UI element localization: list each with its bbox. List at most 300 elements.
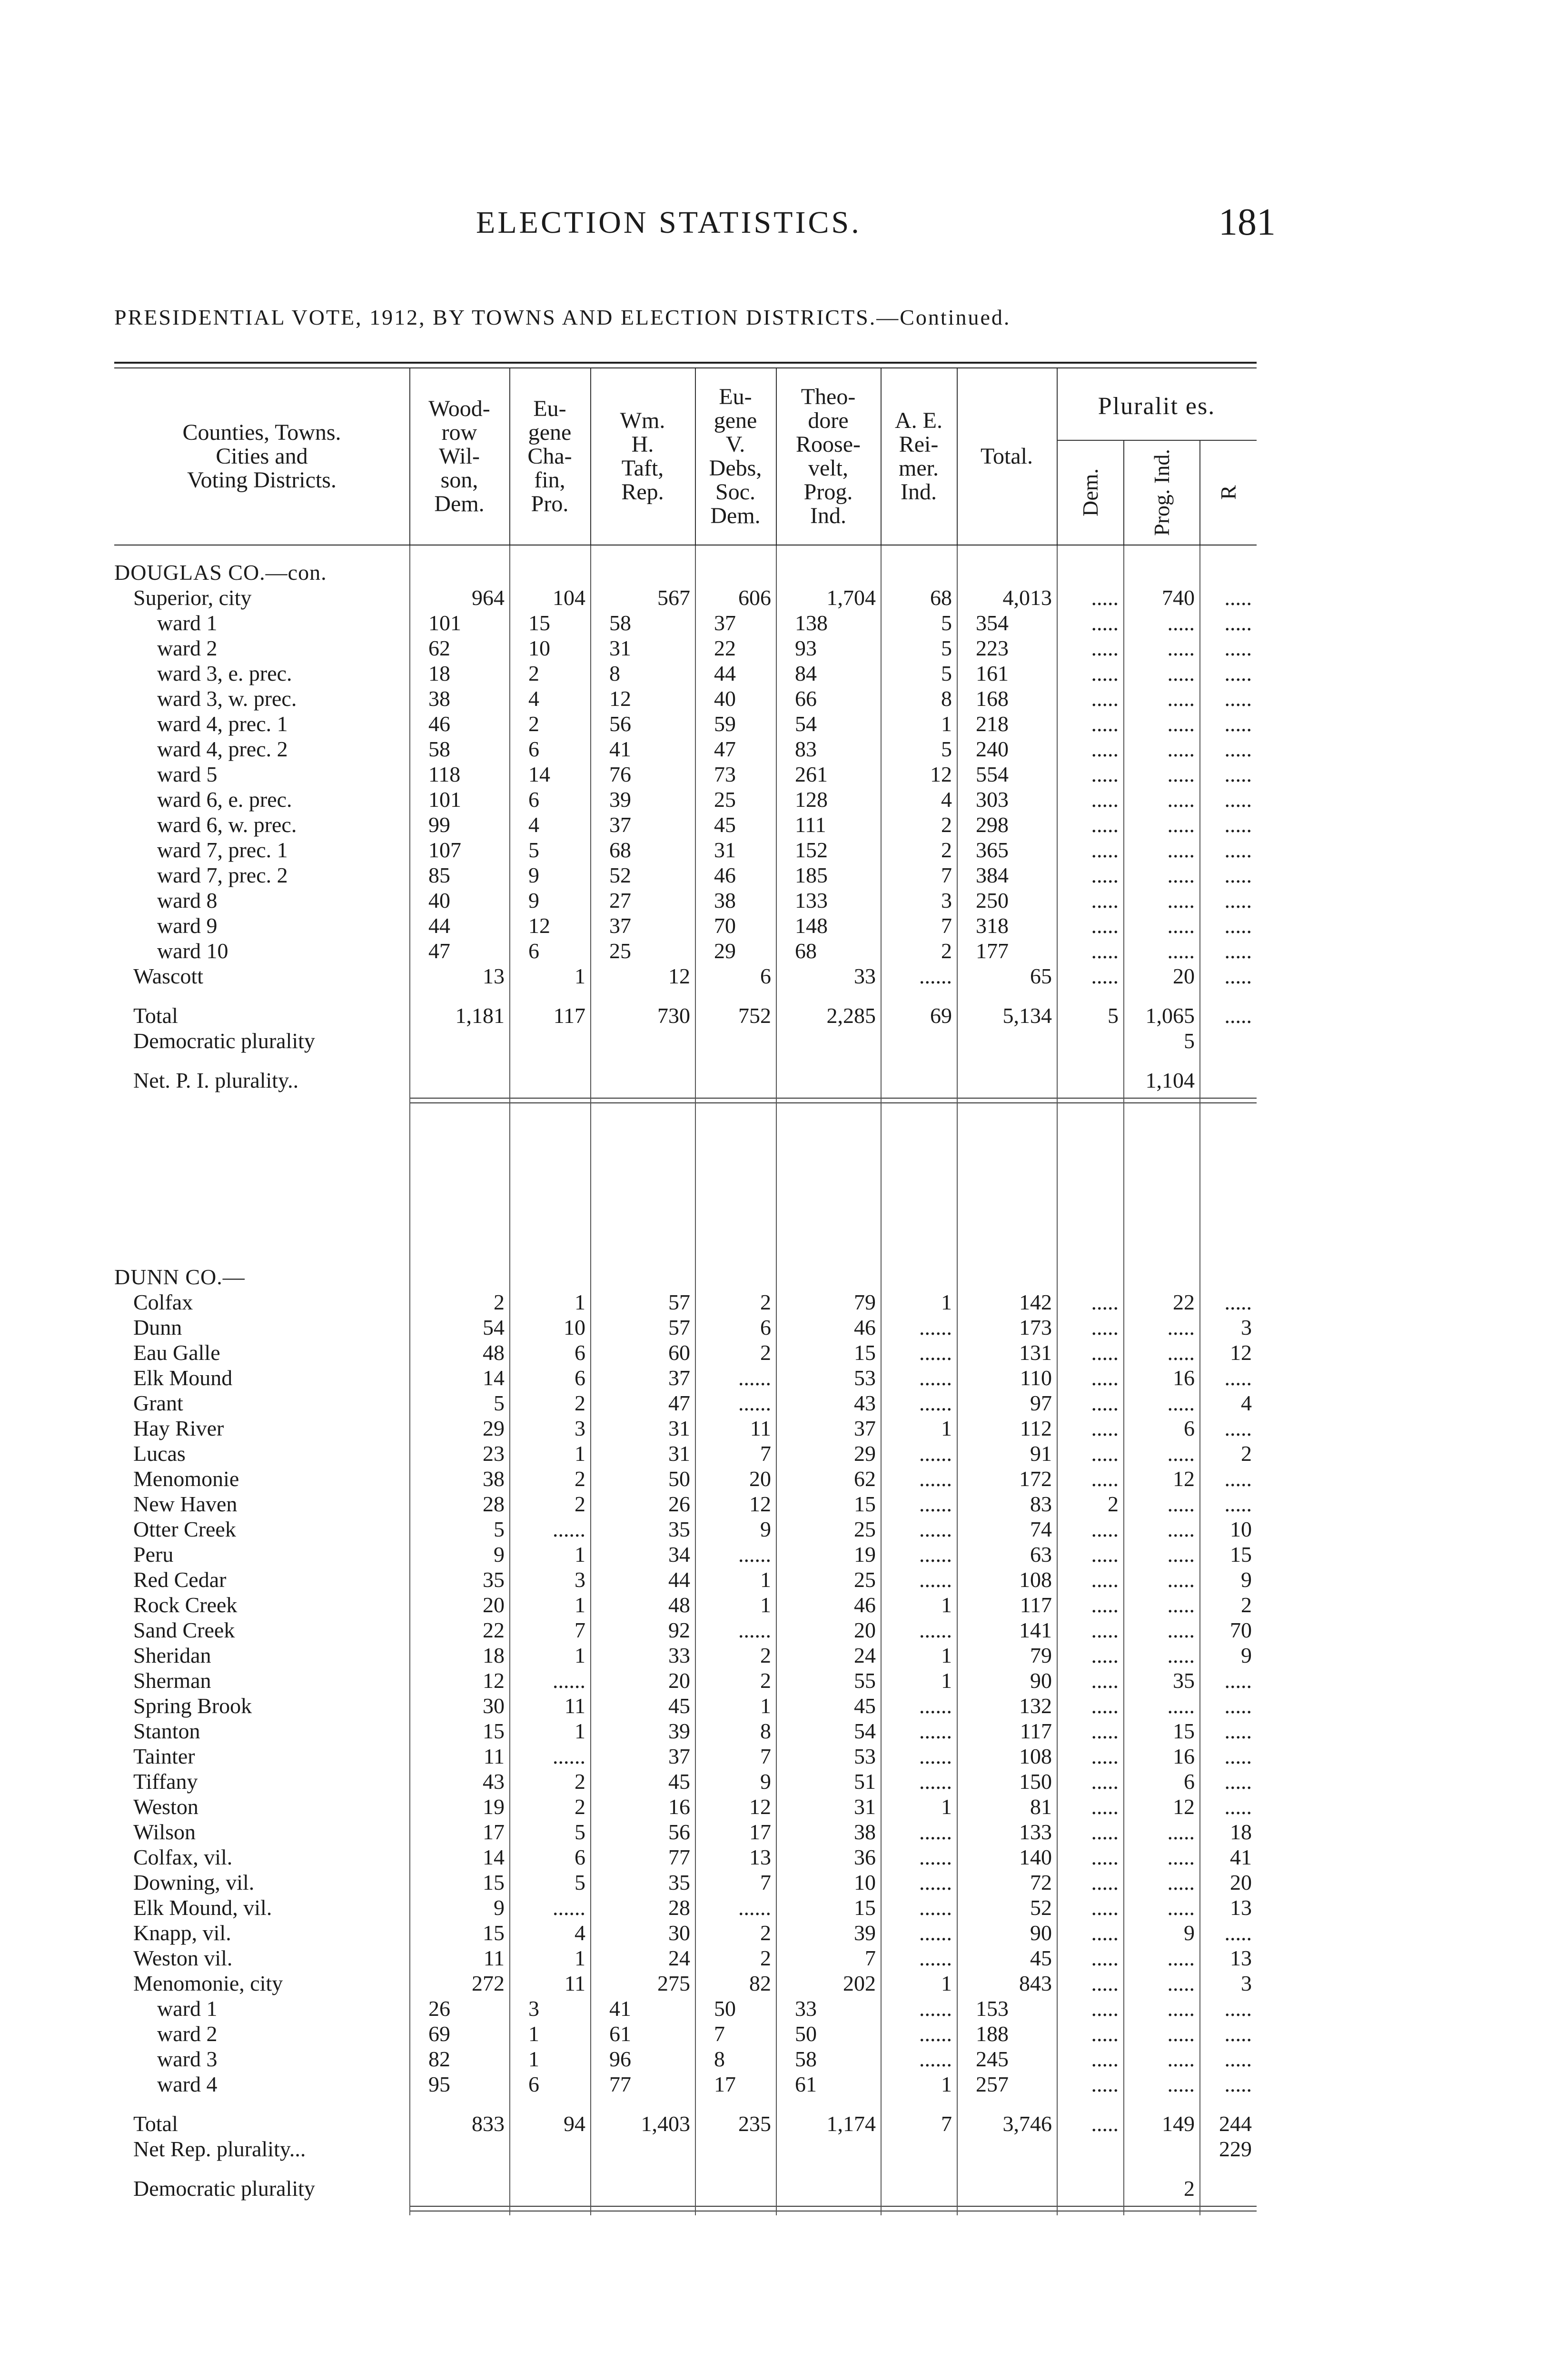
cell-debs: 2: [760, 1643, 771, 1667]
cell-dem: .....: [1091, 585, 1119, 610]
cell-wilson: 2: [494, 1290, 505, 1314]
cell-wilson: 12: [483, 1668, 505, 1693]
cell-rep: 3: [1241, 1971, 1252, 1995]
cell-chafin: 10: [564, 1315, 585, 1339]
cell-wilson: 29: [483, 1416, 505, 1440]
cell-roosevelt: 152: [795, 838, 828, 862]
table-row: [114, 2072, 1257, 2097]
cell-reimer: 1: [941, 1643, 952, 1667]
cell-prog: .....: [1167, 2047, 1195, 2071]
double-rule: [409, 2206, 1257, 2211]
cell-dem: .....: [1091, 1315, 1119, 1339]
cell-debs: 47: [714, 737, 736, 761]
cell-taft: 37: [609, 813, 631, 837]
cell-reimer: ......: [919, 1820, 952, 1844]
cell-roosevelt: 53: [854, 1744, 876, 1768]
cell-reimer: 8: [941, 686, 952, 711]
cell-prog: .....: [1167, 1441, 1195, 1466]
cell-reimer: ......: [919, 2047, 952, 2071]
cell-dem: 2: [1108, 1492, 1119, 1516]
cell-dem: .....: [1091, 661, 1119, 685]
cell-dem: 5: [1108, 1003, 1119, 1028]
cell-wilson: 5: [494, 1391, 505, 1415]
cell-chafin: 117: [553, 1003, 585, 1028]
cell-reimer: ......: [919, 1567, 952, 1592]
cell-prog: .....: [1167, 686, 1195, 711]
cell-prog: 9: [1184, 1921, 1195, 1945]
cell-roosevelt: 1,174: [826, 2112, 876, 2136]
cell-rep: 12: [1230, 1340, 1252, 1365]
cell-wilson: 15: [483, 1921, 505, 1945]
cell-debs: 606: [738, 585, 771, 610]
col-header-pl-prog: Prog. Ind.: [1123, 440, 1200, 545]
cell-reimer: 1: [941, 1795, 952, 1819]
col-header-wilson: Wood- row Wil- son, Dem.: [409, 368, 510, 545]
table-row: [114, 686, 1257, 711]
row-label: ward 10: [157, 939, 228, 963]
row-label: Net. P. I. plurality..: [133, 1068, 299, 1092]
cell-wilson: 18: [428, 661, 450, 685]
cell-chafin: 4: [528, 813, 539, 837]
douglas-total-row: [114, 1003, 1257, 1028]
cell-total: 131: [1019, 1340, 1052, 1365]
table-top-rule: [114, 362, 1257, 364]
cell-dem: .....: [1091, 1290, 1119, 1314]
cell-reimer: ......: [919, 1618, 952, 1642]
cell-wilson: 118: [428, 762, 461, 786]
cell-wilson: 272: [472, 1971, 505, 1995]
table-row: [114, 1491, 1257, 1517]
row-label: Grant: [133, 1391, 183, 1415]
cell-wilson: 11: [483, 1744, 505, 1768]
cell-reimer: ......: [919, 1315, 952, 1339]
cell-wilson: 9: [494, 1895, 505, 1920]
cell-wilson: 85: [428, 863, 450, 887]
cell-taft: 30: [668, 1921, 690, 1945]
row-label: ward 9: [157, 913, 218, 938]
table-row: [114, 1441, 1257, 1466]
cell-total: 74: [1030, 1517, 1052, 1541]
douglas-county-title: DOUGLAS CO.—con.: [114, 560, 327, 585]
cell-total: 3,746: [1002, 2112, 1052, 2136]
cell-debs: ......: [738, 1618, 771, 1642]
cell-dem: .....: [1091, 1643, 1119, 1667]
douglas-net-plurality-row: [114, 1068, 1257, 1093]
table-row: [114, 1920, 1257, 1945]
table-row: [114, 1945, 1257, 1971]
cell-prog: .....: [1167, 712, 1195, 736]
cell-roosevelt: 45: [854, 1694, 876, 1718]
table-row: [114, 1643, 1257, 1668]
cell-prog: .....: [1167, 1971, 1195, 1995]
cell-total: 177: [976, 939, 1009, 963]
cell-roosevelt: 10: [854, 1870, 876, 1894]
cell-dem: .....: [1091, 1467, 1119, 1491]
cell-debs: 2: [760, 1921, 771, 1945]
row-label: Tiffany: [133, 1769, 198, 1794]
dunn-dem-plurality-row: [114, 2176, 1257, 2201]
cell-debs: 82: [749, 1971, 771, 1995]
cell-taft: 45: [668, 1769, 690, 1794]
cell-rep: .....: [1224, 1795, 1252, 1819]
cell-roosevelt: 133: [795, 888, 828, 912]
table-row: [114, 1895, 1257, 1920]
cell-total: 133: [1019, 1820, 1052, 1844]
cell-debs: 1: [760, 1694, 771, 1718]
cell-chafin: 5: [528, 838, 539, 862]
cell-prog: .....: [1167, 1618, 1195, 1642]
table-row: [114, 787, 1257, 812]
cell-taft: 96: [609, 2047, 631, 2071]
cell-taft: 35: [668, 1517, 690, 1541]
cell-rep: .....: [1224, 1366, 1252, 1390]
cell-roosevelt: 33: [795, 1996, 817, 2021]
page-header: [114, 201, 1276, 257]
cell-debs: 9: [760, 1517, 771, 1541]
table-row: [114, 1466, 1257, 1491]
cell-dem: .....: [1091, 611, 1119, 635]
cell-taft: 25: [609, 939, 631, 963]
cell-roosevelt: 128: [795, 787, 828, 812]
cell-roosevelt: 38: [854, 1820, 876, 1844]
col-header-chafin: Eu- gene Cha- fin, Pro.: [509, 368, 591, 545]
table-row: [114, 1996, 1257, 2021]
cell-roosevelt: 25: [854, 1567, 876, 1592]
cell-rep: 4: [1241, 1391, 1252, 1415]
cell-reimer: 1: [941, 712, 952, 736]
table-row: [114, 863, 1257, 888]
cell-dem: .....: [1091, 1845, 1119, 1869]
cell-taft: 56: [668, 1820, 690, 1844]
table-row: [114, 888, 1257, 913]
cell-rep: 70: [1230, 1618, 1252, 1642]
cell-rep: 15: [1230, 1542, 1252, 1567]
table-row: [114, 1416, 1257, 1441]
cell-debs: 20: [749, 1467, 771, 1491]
table-row: [114, 1567, 1257, 1592]
row-label: Democratic plurality: [133, 1029, 315, 1053]
cell-debs: 7: [760, 1744, 771, 1768]
cell-prog: 740: [1162, 585, 1195, 610]
cell-roosevelt: 51: [854, 1769, 876, 1794]
cell-total: 140: [1019, 1845, 1052, 1869]
cell-reimer: ......: [919, 1467, 952, 1491]
cell-chafin: 104: [553, 585, 585, 610]
cell-rep: 18: [1230, 1820, 1252, 1844]
row-label: Menomonie, city: [133, 1971, 283, 1995]
cell-rep: .....: [1224, 787, 1252, 812]
cell-wilson: 62: [428, 636, 450, 660]
cell-chafin: 5: [575, 1820, 585, 1844]
cell-dem: .....: [1091, 964, 1119, 988]
cell-prog: .....: [1167, 888, 1195, 912]
table-row: [114, 1315, 1257, 1340]
cell-roosevelt: 31: [854, 1795, 876, 1819]
cell-wilson: 101: [428, 611, 461, 635]
cell-prog: .....: [1167, 661, 1195, 685]
row-label: Weston: [133, 1795, 198, 1819]
cell-reimer: 2: [941, 939, 952, 963]
row-label: ward 4, prec. 2: [157, 737, 288, 761]
table-row: [114, 1390, 1257, 1416]
cell-roosevelt: 39: [854, 1921, 876, 1945]
cell-rep: .....: [1224, 813, 1252, 837]
cell-prog: .....: [1167, 1517, 1195, 1541]
cell-reimer: ......: [919, 1996, 952, 2021]
cell-total: 79: [1030, 1643, 1052, 1667]
cell-chafin: 10: [528, 636, 550, 660]
table-row: [114, 1542, 1257, 1567]
row-label: Elk Mound: [133, 1366, 233, 1390]
cell-taft: 50: [668, 1467, 690, 1491]
cell-reimer: ......: [919, 1542, 952, 1567]
table-row: [114, 635, 1257, 661]
cell-taft: 76: [609, 762, 631, 786]
cell-rep: .....: [1224, 888, 1252, 912]
cell-prog: .....: [1167, 611, 1195, 635]
cell-taft: 52: [609, 863, 631, 887]
cell-reimer: ......: [919, 1921, 952, 1945]
cell-prog: .....: [1167, 1820, 1195, 1844]
dunn-county-title: DUNN CO.—: [114, 1265, 245, 1289]
cell-debs: 13: [749, 1845, 771, 1869]
cell-rep: .....: [1224, 2072, 1252, 2096]
cell-prog: 2: [1184, 2176, 1195, 2201]
cell-chafin: 15: [528, 611, 550, 635]
cell-debs: ......: [738, 1542, 771, 1567]
cell-wilson: 17: [483, 1820, 505, 1844]
cell-prog: .....: [1167, 1567, 1195, 1592]
cell-rep: .....: [1224, 1003, 1252, 1028]
table-row: [114, 1340, 1257, 1365]
cell-debs: 73: [714, 762, 736, 786]
cell-prog: .....: [1167, 838, 1195, 862]
cell-taft: 39: [609, 787, 631, 812]
row-label: Red Cedar: [133, 1567, 227, 1592]
cell-chafin: 6: [575, 1366, 585, 1390]
cell-wilson: 26: [428, 1996, 450, 2021]
cell-roosevelt: 62: [854, 1467, 876, 1491]
col-header-debs: Eu- gene V. Debs, Soc. Dem.: [695, 368, 777, 545]
cell-prog: .....: [1167, 1593, 1195, 1617]
table-row: [114, 837, 1257, 863]
row-label: ward 3, w. prec.: [157, 686, 297, 711]
row-label: Knapp, vil.: [133, 1921, 231, 1945]
cell-taft: 35: [668, 1870, 690, 1894]
cell-debs: 7: [714, 2022, 725, 2046]
cell-reimer: 1: [941, 2072, 952, 2096]
cell-rep: 13: [1230, 1946, 1252, 1970]
cell-prog: 6: [1184, 1769, 1195, 1794]
cell-taft: 37: [668, 1744, 690, 1768]
cell-total: 52: [1030, 1895, 1052, 1920]
election-table: [114, 362, 1257, 2215]
cell-debs: 40: [714, 686, 736, 711]
table-row: [114, 711, 1257, 736]
cell-wilson: 107: [428, 838, 461, 862]
row-label: ward 2: [157, 636, 218, 660]
cell-rep: .....: [1224, 1769, 1252, 1794]
cell-chafin: ......: [553, 1517, 585, 1541]
cell-total: 132: [1019, 1694, 1052, 1718]
cell-debs: 59: [714, 712, 736, 736]
cell-roosevelt: 7: [865, 1946, 876, 1970]
cell-dem: .....: [1091, 1618, 1119, 1642]
cell-debs: 11: [750, 1416, 771, 1440]
cell-reimer: 5: [941, 737, 952, 761]
cell-total: 90: [1030, 1921, 1052, 1945]
cell-taft: 60: [668, 1340, 690, 1365]
cell-wilson: 82: [428, 2047, 450, 2071]
cell-wilson: 35: [483, 1567, 505, 1592]
cell-prog: 5: [1184, 1029, 1195, 1053]
cell-taft: 31: [668, 1416, 690, 1440]
row-label: ward 1: [157, 1996, 218, 2021]
cell-debs: 37: [714, 611, 736, 635]
cell-prog: 16: [1173, 1366, 1195, 1390]
cell-wilson: 14: [483, 1366, 505, 1390]
cell-dem: .....: [1091, 1719, 1119, 1743]
cell-taft: 41: [609, 1996, 631, 2021]
cell-prog: .....: [1167, 1315, 1195, 1339]
cell-chafin: 5: [575, 1870, 585, 1894]
cell-chafin: 7: [575, 1618, 585, 1642]
cell-rep: .....: [1224, 1668, 1252, 1693]
cell-rep: 244: [1219, 2112, 1252, 2136]
cell-rep: 41: [1230, 1845, 1252, 1869]
cell-roosevelt: 25: [854, 1517, 876, 1541]
cell-chafin: ......: [553, 1895, 585, 1920]
cell-wilson: 964: [472, 585, 505, 610]
cell-total: 843: [1019, 1971, 1052, 1995]
cell-prog: 35: [1173, 1668, 1195, 1693]
cell-prog: .....: [1167, 813, 1195, 837]
cell-debs: 7: [760, 1441, 771, 1466]
cell-dem: .....: [1091, 1895, 1119, 1920]
cell-rep: .....: [1224, 964, 1252, 988]
cell-dem: .....: [1091, 1795, 1119, 1819]
cell-chafin: 11: [564, 1971, 585, 1995]
row-label: Sand Creek: [133, 1618, 235, 1642]
cell-dem: .....: [1091, 686, 1119, 711]
table-row: [114, 963, 1257, 989]
cell-reimer: 7: [941, 913, 952, 938]
cell-taft: 41: [609, 737, 631, 761]
cell-chafin: 1: [575, 1542, 585, 1567]
cell-rep: .....: [1224, 762, 1252, 786]
cell-total: 218: [976, 712, 1009, 736]
cell-prog: .....: [1167, 2072, 1195, 2096]
cell-wilson: 15: [483, 1870, 505, 1894]
cell-taft: 92: [668, 1618, 690, 1642]
cell-dem: .....: [1091, 1567, 1119, 1592]
cell-taft: 567: [657, 585, 690, 610]
cell-dem: .....: [1091, 2072, 1119, 2096]
cell-wilson: 99: [428, 813, 450, 837]
cell-prog: .....: [1167, 1340, 1195, 1365]
cell-total: 150: [1019, 1769, 1052, 1794]
cell-debs: 9: [760, 1769, 771, 1794]
cell-chafin: 94: [564, 2112, 585, 2136]
dunn-section: [114, 1107, 1257, 2215]
spacer: [114, 545, 1257, 560]
cell-dem: .....: [1091, 2022, 1119, 2046]
cell-wilson: 48: [483, 1340, 505, 1365]
cell-dem: .....: [1091, 1391, 1119, 1415]
cell-prog: .....: [1167, 2022, 1195, 2046]
cell-total: 173: [1019, 1315, 1052, 1339]
cell-chafin: 14: [528, 762, 550, 786]
cell-dem: .....: [1091, 1366, 1119, 1390]
cell-total: 117: [1020, 1719, 1052, 1743]
cell-total: 108: [1019, 1744, 1052, 1768]
cell-chafin: 1: [575, 1643, 585, 1667]
cell-dem: .....: [1091, 838, 1119, 862]
cell-chafin: 2: [575, 1467, 585, 1491]
cell-roosevelt: 36: [854, 1845, 876, 1869]
pluralities-title: Pluralit es.: [1098, 393, 1216, 420]
cell-rep: 13: [1230, 1895, 1252, 1920]
cell-roosevelt: 53: [854, 1366, 876, 1390]
cell-chafin: 9: [528, 888, 539, 912]
cell-chafin: 9: [528, 863, 539, 887]
cell-reimer: ......: [919, 1492, 952, 1516]
cell-taft: 31: [668, 1441, 690, 1466]
cell-reimer: ......: [919, 1870, 952, 1894]
cell-total: 63: [1030, 1542, 1052, 1567]
cell-taft: 1,403: [641, 2112, 690, 2136]
table-row: [114, 2046, 1257, 2072]
row-label: ward 8: [157, 888, 218, 912]
cell-chafin: 3: [528, 1996, 539, 2021]
cell-reimer: ......: [919, 1517, 952, 1541]
cell-dem: .....: [1091, 1971, 1119, 1995]
cell-dem: .....: [1091, 888, 1119, 912]
cell-total: 112: [1020, 1416, 1052, 1440]
cell-total: 298: [976, 813, 1009, 837]
cell-debs: ......: [738, 1895, 771, 1920]
cell-roosevelt: 148: [795, 913, 828, 938]
cell-debs: 7: [760, 1870, 771, 1894]
cell-debs: 1: [760, 1593, 771, 1617]
douglas-section: [114, 545, 1257, 1107]
cell-roosevelt: 2,285: [826, 1003, 876, 1028]
row-label: ward 6, w. prec.: [157, 813, 297, 837]
table-row: [114, 1769, 1257, 1794]
running-title: ELECTION STATISTICS.: [476, 205, 862, 240]
cell-wilson: 47: [428, 939, 450, 963]
cell-rep: .....: [1224, 661, 1252, 685]
cell-chafin: 3: [575, 1567, 585, 1592]
cell-prog: .....: [1167, 1946, 1195, 1970]
cell-roosevelt: 24: [854, 1643, 876, 1667]
cell-roosevelt: 83: [795, 737, 817, 761]
cell-rep: .....: [1224, 585, 1252, 610]
cell-total: 223: [976, 636, 1009, 660]
cell-wilson: 22: [483, 1618, 505, 1642]
col-header-pl-dem: Dem.: [1057, 440, 1124, 545]
spacer: [114, 1053, 1257, 1068]
cell-wilson: 833: [472, 2112, 505, 2136]
cell-total: 90: [1030, 1668, 1052, 1693]
table-row: [114, 1819, 1257, 1844]
cell-total: 172: [1019, 1467, 1052, 1491]
cell-prog: .....: [1167, 737, 1195, 761]
cell-roosevelt: 261: [795, 762, 828, 786]
cell-taft: 12: [668, 964, 690, 988]
cell-dem: .....: [1091, 1769, 1119, 1794]
cell-total: 554: [976, 762, 1009, 786]
